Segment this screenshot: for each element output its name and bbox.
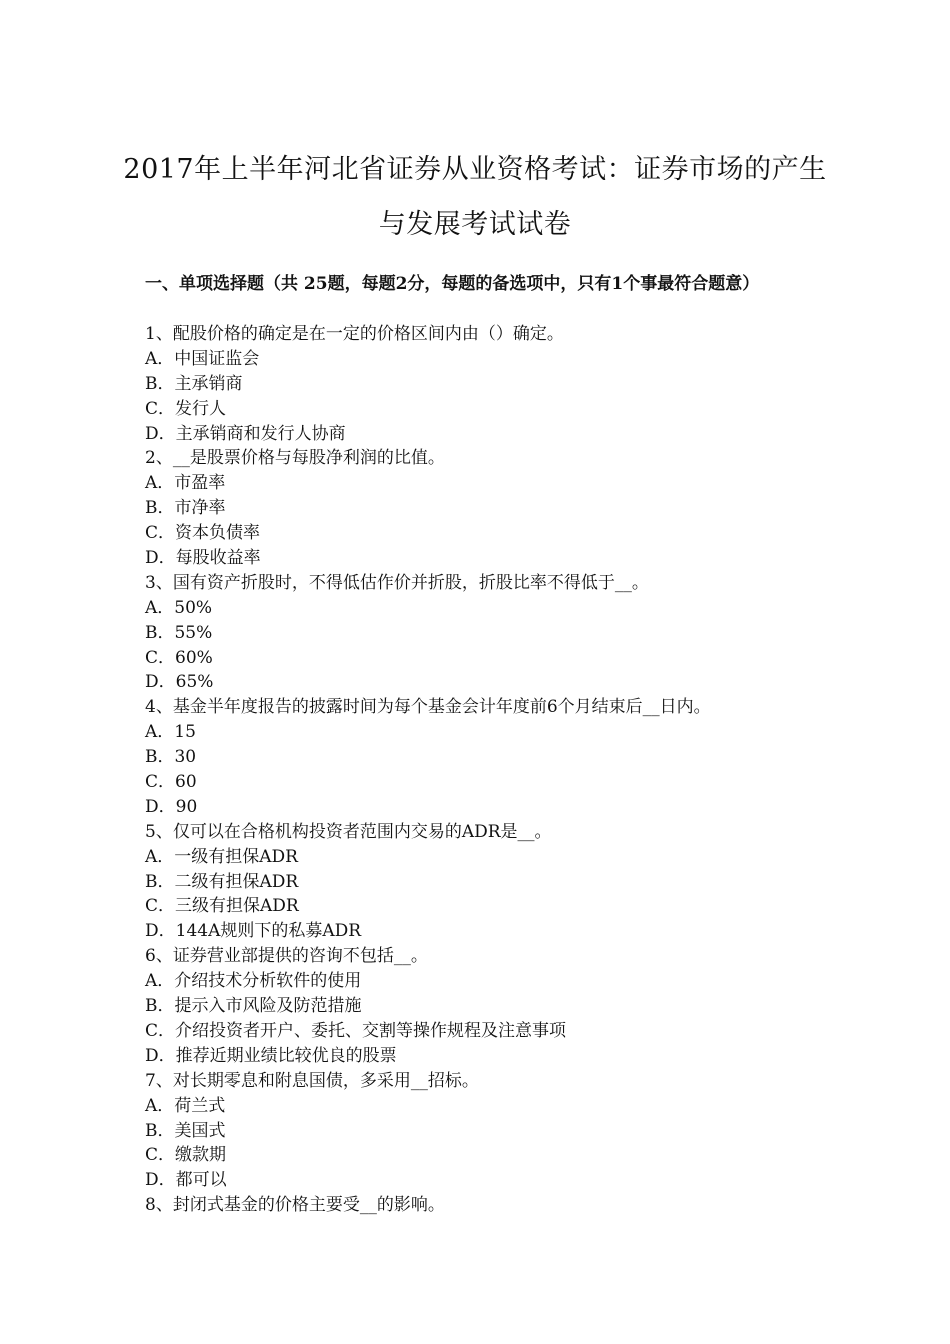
question-stem: 5、仅可以在合格机构投资者范围内交易的ADR是__。 [145, 821, 552, 842]
answer-option: A．一级有担保ADR [145, 846, 298, 867]
answer-option: A．50% [145, 597, 213, 618]
answer-option: B．主承销商 [145, 373, 243, 394]
question-item [145, 1069, 825, 1193]
question-item [145, 322, 825, 446]
answer-option: D．都可以 [145, 1170, 227, 1191]
question-stem: 4、基金半年度报告的披露时间为每个基金会计年度前6个月结束后__日内。 [145, 697, 711, 718]
answer-option: A．中国证监会 [145, 348, 260, 369]
question-item [145, 446, 825, 570]
answer-option: C．缴款期 [145, 1145, 227, 1166]
question-item [145, 944, 825, 1068]
answer-option: C．发行人 [145, 398, 227, 419]
answer-option: D．90 [145, 796, 198, 817]
answer-option: B．市净率 [145, 498, 226, 519]
answer-option: A．荷兰式 [145, 1095, 226, 1116]
question-stem: 2、__是股票价格与每股净利润的比值。 [145, 448, 445, 469]
answer-option: D．65% [145, 672, 214, 693]
answer-option: C．60% [145, 647, 213, 668]
title-line-1: 2017年上半年河北省证券从业资格考试：证券市场的产生 [123, 154, 827, 185]
answer-option: D．144A规则下的私募ADR [145, 921, 362, 942]
answer-option: B．美国式 [145, 1120, 226, 1141]
question-item [145, 571, 825, 695]
answer-option: B．55% [145, 622, 213, 643]
answer-option: B．提示入市风险及防范措施 [145, 996, 362, 1017]
question-item [145, 695, 825, 819]
answer-option: D．每股收益率 [145, 548, 261, 569]
answer-option: D．主承销商和发行人协商 [145, 423, 346, 444]
question-stem: 3、国有资产折股时，不得低估作价并折股，折股比率不得低于__。 [145, 572, 649, 593]
question-stem: 6、证券营业部提供的咨询不包括__。 [145, 946, 428, 967]
answer-option: B．30 [145, 747, 197, 768]
answer-option: A．市盈率 [145, 473, 226, 494]
title-line-2: 与发展考试试卷 [378, 209, 572, 240]
answer-option: A．介绍技术分析软件的使用 [145, 971, 362, 992]
question-stem: 8、封闭式基金的价格主要受__的影响。 [145, 1195, 445, 1216]
section-heading: 一、单项选择题（共 25题，每题2分，每题的备选项中，只有1个事最符合题意） [145, 274, 760, 294]
question-item [145, 820, 825, 944]
answer-option: A．15 [145, 722, 196, 743]
answer-option: C．介绍投资者开户、委托、交割等操作规程及注意事项 [145, 1020, 567, 1041]
answer-option: B．二级有担保ADR [145, 871, 299, 892]
question-item [145, 1193, 825, 1218]
answer-option: C．60 [145, 772, 197, 793]
answer-option: C．资本负债率 [145, 523, 261, 544]
question-stem: 7、对长期零息和附息国债，多采用__招标。 [145, 1070, 479, 1091]
answer-option: D．推荐近期业绩比较优良的股票 [145, 1045, 397, 1066]
question-list [145, 322, 825, 1218]
document-title [110, 142, 840, 252]
answer-option: C．三级有担保ADR [145, 896, 299, 917]
question-stem: 1、配股价格的确定是在一定的价格区间内由（）确定。 [145, 324, 564, 344]
